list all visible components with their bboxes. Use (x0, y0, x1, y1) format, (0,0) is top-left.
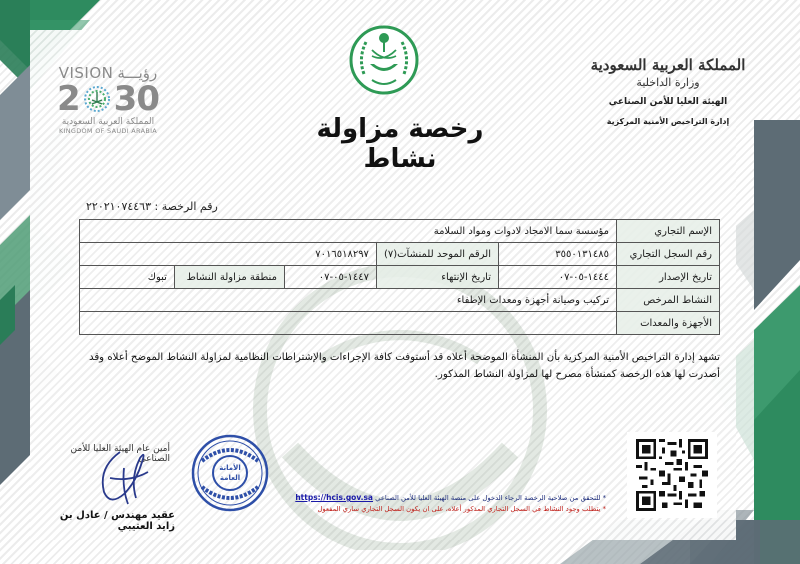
qr-code[interactable] (627, 432, 717, 518)
table-row (80, 289, 720, 312)
cr-number-label: رقم السجل التجاري (617, 243, 720, 266)
unified-number-label: الرقم الموحد للمنشآت(٧) (376, 243, 498, 266)
unified-number-value: ٧٠١٦٥١٨٢٩٧ (80, 243, 377, 266)
license-details-table (79, 219, 720, 335)
verification-note (296, 493, 606, 502)
issue-date-value: ١٤٤٤-٠٥-٠٧ (499, 266, 617, 289)
certification-statement: تشهد إدارة التراخيص الأمنية المركزية بأن المنشأة الموضحة أعلاه قد أستوفت كافة الإجراءات والإشتراطات النظامية لمزاولة النشاط الموضح أعلاه وقد أصدرت لها هذه الرخصة كمنشأة مصرح لها لمزاولة النشاط المذكور. (88, 352, 720, 380)
issue-date-label: تاريخ الإصدار (617, 266, 720, 289)
table-row (80, 312, 720, 335)
header-authority-block (578, 56, 758, 126)
kingdom-name: المملكة العربية السعودية (590, 56, 746, 74)
table-row (80, 243, 720, 266)
year-digit-left: 2 (57, 79, 80, 119)
verification-link[interactable]: https://hcis.gov.sa (295, 493, 373, 502)
licensed-activity-label: النشاط المرخص (617, 289, 720, 312)
equipment-label: الأجهزة والمعدات (617, 312, 720, 335)
table-row (80, 220, 720, 243)
commercial-register-note: * يتطلب وجود النشاط في السجل التجاري المذكور أعلاه، على ان يكون السجل التجاري ساري المفعول (317, 505, 606, 513)
activity-region-label: منطقة مزاولة النشاط (174, 266, 284, 289)
signature-icon (90, 448, 160, 510)
cr-number-value: ٣٥٥٠١٣١٤٨٥ (499, 243, 617, 266)
kingdom-ar-label: المملكة العربية السعودية (61, 117, 155, 127)
ministry-name: وزارة الداخلية (636, 76, 700, 89)
licensed-activity-value: تركيب وصيانة أجهزة ومعدات الإطفاء (80, 289, 617, 312)
equipment-value (80, 312, 617, 335)
trade-name-label: الإسم التجاري (617, 220, 720, 243)
svg-text:الأمانة: الأمانة (219, 464, 241, 472)
vision-ar-label: رؤيـــة (117, 64, 158, 82)
vision-en-label: VISION (58, 64, 114, 82)
ministry-emblem-icon (348, 22, 420, 102)
license-number-value: ٢٢٠٢١٠٧٤٤٦٣ (86, 200, 151, 213)
signatory-name: عقيد مهندس / عادل بن زايد العتيبي (59, 510, 175, 532)
page-title: رخصة مزاولة نشاط (316, 114, 484, 174)
year-digit-right: 30 (113, 79, 159, 119)
license-number-label: رقم الرخصة : (154, 200, 218, 213)
kingdom-en-label: KINGDOM OF SAUDI ARABIA (58, 127, 158, 135)
expiry-date-label: تاريخ الإنتهاء (376, 266, 498, 289)
activity-region-value: تبوك (80, 266, 175, 289)
verification-text: * للتحقق من صلاحية الرخصة الرجاء الدخول على منصة الهيئة العليا للأمن الصناعي (375, 494, 606, 502)
license-number (86, 200, 218, 213)
table-row (80, 266, 720, 289)
trade-name-value: مؤسسة سما الامجاد لادوات ومواد السلامة (80, 220, 617, 243)
signatory-title: أمين عام الهيئة العليا للأمن الصناعي (70, 444, 170, 464)
svg-text:العامة: العامة (219, 474, 241, 482)
expiry-date-value: ١٤٤٧-٠٥-٠٧ (284, 266, 376, 289)
authority-name: الهيئة العليا للأمن الصناعي (608, 97, 728, 107)
vision-2030-logo (48, 64, 168, 135)
vision-emblem-icon (82, 84, 112, 114)
department-name: إدارة التراخيص الأمنية المركزية (606, 117, 730, 126)
qr-code-icon (636, 439, 708, 511)
official-stamp-icon (190, 433, 270, 513)
